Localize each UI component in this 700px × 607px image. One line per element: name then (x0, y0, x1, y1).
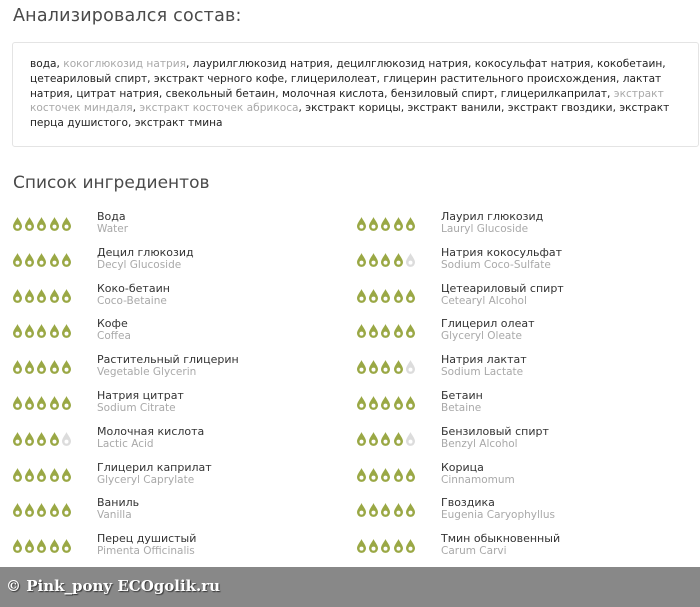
drop-filled-icon (356, 323, 367, 339)
ingredient-name-en: Water (97, 223, 129, 235)
ingredient-name-ru[interactable]: Лаурил глюкозид (441, 210, 544, 223)
drop-filled-icon (380, 395, 391, 411)
ingredient-names (97, 317, 131, 343)
drop-filled-icon (36, 359, 47, 375)
ingredient-name-en: Sodium Citrate (97, 402, 176, 414)
safety-rating (12, 323, 72, 339)
drop-filled-icon (24, 431, 35, 447)
ingredient-names (97, 210, 128, 236)
drop-filled-icon (356, 252, 367, 268)
drop-filled-icon (368, 502, 379, 518)
composition-item: глицерилкаприлат (500, 87, 607, 100)
ingredient-name-en: Carum Carvi (441, 545, 507, 558)
safety-rating (356, 359, 416, 375)
safety-rating (12, 431, 72, 447)
drop-filled-icon (24, 252, 35, 268)
drop-filled-icon (36, 502, 47, 518)
composition-separator: , (400, 102, 408, 115)
ingredient-names (97, 389, 184, 415)
ingredient-name-en: Glyceryl Oleate (441, 330, 522, 343)
safety-rating (356, 538, 416, 554)
drop-filled-icon (393, 216, 404, 232)
drop-empty-icon (405, 359, 416, 375)
drop-filled-icon (393, 502, 404, 518)
composition-item: кокосульфат натрия (474, 58, 591, 70)
composition-item: экстракт тмина (134, 117, 223, 130)
drop-filled-icon (380, 359, 391, 375)
ingredient-name-en: Decyl Glucoside (97, 258, 182, 271)
drop-filled-icon (49, 323, 60, 339)
safety-rating (356, 502, 416, 518)
drop-filled-icon (61, 538, 72, 554)
safety-rating (356, 431, 416, 447)
watermark-bar (0, 567, 700, 607)
drop-filled-icon (393, 395, 404, 411)
ingredient-name-en: Pimenta Officinalis (97, 545, 195, 558)
composition-item: экстракт корицы (305, 102, 401, 115)
drop-filled-icon (393, 288, 404, 304)
drop-filled-icon (380, 216, 391, 232)
composition-separator: , (132, 102, 140, 115)
drop-filled-icon (393, 538, 404, 554)
composition-separator: , (384, 87, 391, 100)
drop-filled-icon (368, 323, 379, 339)
ingredient-name-ru[interactable]: Коко-бетаин (97, 281, 170, 295)
drop-filled-icon (36, 323, 47, 339)
ingredient-names (441, 532, 560, 558)
ingredient-name-ru[interactable]: Глицерил каприлат (97, 460, 212, 474)
drop-filled-icon (61, 502, 72, 518)
composition-separator: , (612, 102, 620, 115)
ingredient-name-ru[interactable]: Гвоздика (441, 496, 495, 510)
composition-item: экстракт гвоздики (507, 102, 613, 115)
ingredient-name-ru[interactable]: Натрия цитрат (97, 389, 184, 402)
ingredient-names (441, 425, 549, 451)
composition-item: кокоглюкозид натрия (63, 58, 186, 70)
ingredient-names (97, 496, 139, 522)
ingredient-names (441, 353, 527, 379)
drop-filled-icon (393, 467, 404, 483)
drop-filled-icon (380, 288, 391, 304)
composition-item: кокобетаин (597, 58, 663, 70)
composition-item: децилглюкозид натрия (336, 58, 468, 70)
safety-rating (12, 288, 72, 304)
drop-filled-icon (36, 288, 47, 304)
ingredient-name-ru[interactable]: Натрия кокосульфат (441, 245, 563, 259)
ingredient-name-en: Lauryl Glucoside (441, 223, 529, 235)
ingredient-name-en: Sodium Lactate (441, 366, 524, 379)
drop-filled-icon (61, 323, 72, 339)
composition-separator: , (590, 58, 597, 70)
ingredient-name-ru[interactable]: Натрия лактат (441, 353, 527, 367)
composition-item: цитрат натрия (76, 87, 159, 100)
composition-item: цетеариловый спирт (30, 72, 148, 85)
composition-separator: , (158, 87, 166, 100)
drop-empty-icon (61, 431, 72, 447)
drop-filled-icon (356, 538, 367, 554)
composition-separator: , (662, 58, 666, 70)
ingredient-names (97, 425, 204, 451)
drop-filled-icon (12, 502, 23, 518)
safety-rating (356, 467, 416, 483)
ingredient-name-en: Lactic Acid (97, 437, 154, 450)
ingredient-name-ru[interactable]: Тмин обыкновенный (441, 532, 561, 546)
drop-filled-icon (36, 538, 47, 554)
drop-filled-icon (12, 323, 23, 339)
watermark-text: © Pink_pony ECOgolik.ru (6, 577, 221, 595)
drop-filled-icon (24, 323, 35, 339)
drop-empty-icon (405, 431, 416, 447)
drop-filled-icon (393, 323, 404, 339)
ingredient-names (97, 246, 194, 272)
drop-filled-icon (61, 395, 72, 411)
drop-filled-icon (12, 467, 23, 483)
drop-filled-icon (393, 252, 404, 268)
composition-item: экстракт перца душистого (30, 102, 670, 130)
drop-filled-icon (368, 431, 379, 447)
drop-filled-icon (24, 395, 35, 411)
composition-separator: , (147, 72, 154, 85)
drop-filled-icon (24, 467, 35, 483)
safety-rating (356, 323, 416, 339)
safety-rating (12, 502, 72, 518)
composition-item: свекольный бетаин (165, 87, 276, 100)
safety-rating (356, 288, 416, 304)
ingredient-names (97, 282, 170, 308)
composition-item: лаурилглюкозид натрия (192, 58, 330, 70)
drop-filled-icon (405, 467, 416, 483)
drop-filled-icon (49, 502, 60, 518)
drop-filled-icon (24, 502, 35, 518)
ingredients-title: Список ингредиентов (13, 173, 210, 193)
ingredient-names (97, 461, 212, 487)
drop-filled-icon (12, 431, 23, 447)
drop-filled-icon (368, 216, 379, 232)
safety-rating (356, 216, 416, 232)
drop-filled-icon (24, 359, 35, 375)
ingredient-names (441, 210, 543, 236)
ingredient-name-ru[interactable]: Ваниль (97, 496, 140, 510)
drop-filled-icon (380, 431, 391, 447)
ingredient-name-en: Cetearyl Alcohol (441, 294, 527, 307)
composition-item: глицерилолеат (290, 72, 377, 85)
ingredient-name-ru[interactable]: Молочная кислота (97, 424, 205, 438)
drop-filled-icon (380, 323, 391, 339)
drop-filled-icon (49, 431, 60, 447)
drop-filled-icon (356, 359, 367, 375)
drop-filled-icon (24, 538, 35, 554)
drop-filled-icon (368, 288, 379, 304)
drop-filled-icon (393, 431, 404, 447)
composition-item: экстракт ванили (407, 102, 502, 115)
composition-item: лактат натрия (30, 72, 662, 100)
drop-filled-icon (61, 467, 72, 483)
safety-rating (356, 395, 416, 411)
ingredient-name-en: Sodium Coco-Sulfate (441, 258, 551, 271)
ingredient-name-ru[interactable]: Бетаин (441, 389, 483, 402)
safety-rating (12, 395, 72, 411)
composition-item: молочная кислота (281, 87, 385, 100)
composition-separator: , (275, 87, 282, 100)
drop-filled-icon (49, 467, 60, 483)
drop-filled-icon (36, 431, 47, 447)
composition-item: глицерин растительного происхождения (383, 72, 616, 85)
drop-filled-icon (356, 288, 367, 304)
composition-separator: , (69, 87, 77, 100)
drop-empty-icon (405, 252, 416, 268)
ingredient-names (441, 389, 483, 415)
composition-separator: , (494, 87, 501, 100)
ingredient-name-en: Eugenia Caryophyllus (441, 509, 555, 522)
ingredient-name-ru[interactable]: Бензиловый спирт (441, 424, 549, 438)
ingredient-name-ru[interactable]: Кофе (97, 317, 128, 331)
drop-filled-icon (405, 538, 416, 554)
drop-filled-icon (393, 359, 404, 375)
analysis-title: Анализировался состав: (13, 6, 242, 26)
drop-filled-icon (368, 538, 379, 554)
drop-filled-icon (368, 359, 379, 375)
composition-separator: , (615, 72, 623, 85)
composition-separator: , (501, 102, 508, 115)
composition-separator: , (467, 58, 475, 70)
drop-filled-icon (380, 252, 391, 268)
ingredient-name-en: Vegetable Glycerin (97, 366, 197, 379)
drop-filled-icon (380, 538, 391, 554)
drop-filled-icon (24, 216, 35, 232)
composition-item: экстракт косточек абрикоса (139, 102, 299, 115)
safety-rating (356, 252, 416, 268)
composition-item: экстракт черного кофе (153, 72, 285, 85)
drop-filled-icon (12, 252, 23, 268)
ingredient-name-ru[interactable]: Глицерил олеат (441, 317, 535, 331)
safety-rating (12, 538, 72, 554)
ingredient-name-en: Cinnamomum (441, 473, 515, 486)
safety-rating (12, 359, 72, 375)
ingredient-name-ru[interactable]: Цетеариловый спирт (441, 281, 564, 295)
safety-rating (12, 467, 72, 483)
ingredient-name-ru[interactable]: Растительный глицерин (97, 353, 239, 367)
ingredient-names (441, 282, 564, 308)
ingredient-name-en: Betaine (441, 402, 482, 414)
drop-filled-icon (61, 359, 72, 375)
drop-filled-icon (405, 395, 416, 411)
ingredient-name-ru[interactable]: Децил глюкозид (97, 245, 194, 259)
drop-filled-icon (356, 502, 367, 518)
ingredient-names (441, 461, 515, 487)
drop-filled-icon (356, 431, 367, 447)
drop-filled-icon (49, 395, 60, 411)
composition-separator: , (127, 117, 135, 130)
drop-filled-icon (36, 252, 47, 268)
drop-filled-icon (12, 538, 23, 554)
ingredient-names (97, 532, 196, 558)
drop-filled-icon (36, 467, 47, 483)
composition-separator: , (298, 102, 306, 115)
ingredient-names (441, 317, 534, 343)
drop-filled-icon (61, 252, 72, 268)
composition-separator: , (376, 72, 384, 85)
safety-rating (12, 252, 72, 268)
drop-filled-icon (405, 288, 416, 304)
drop-filled-icon (36, 395, 47, 411)
ingredient-names (441, 246, 562, 272)
ingredient-name-en: Vanilla (97, 509, 132, 522)
composition-separator: , (56, 58, 64, 70)
drop-filled-icon (380, 467, 391, 483)
drop-filled-icon (356, 395, 367, 411)
drop-filled-icon (405, 323, 416, 339)
drop-filled-icon (49, 538, 60, 554)
drop-filled-icon (405, 216, 416, 232)
ingredient-name-ru[interactable]: Корица (441, 460, 484, 474)
composition-text (30, 57, 688, 131)
drop-filled-icon (380, 502, 391, 518)
drop-filled-icon (12, 395, 23, 411)
ingredient-names (97, 353, 239, 379)
ingredient-names (441, 496, 555, 522)
drop-filled-icon (24, 288, 35, 304)
drop-filled-icon (405, 502, 416, 518)
composition-item: вода (30, 58, 57, 70)
drop-filled-icon (36, 216, 47, 232)
ingredient-name-en: Glyceryl Caprylate (97, 473, 195, 486)
drop-filled-icon (368, 467, 379, 483)
ingredient-name-ru[interactable]: Вода (97, 210, 126, 223)
composition-item: бензиловый спирт (390, 87, 495, 100)
drop-filled-icon (61, 216, 72, 232)
drop-filled-icon (49, 359, 60, 375)
drop-filled-icon (356, 216, 367, 232)
composition-box (12, 42, 699, 147)
ingredient-name-en: Coffea (97, 330, 131, 343)
ingredient-name-ru[interactable]: Перец душистый (97, 532, 197, 546)
drop-filled-icon (12, 288, 23, 304)
drop-filled-icon (61, 288, 72, 304)
drop-filled-icon (49, 252, 60, 268)
safety-rating (12, 216, 72, 232)
drop-filled-icon (368, 252, 379, 268)
ingredient-name-en: Benzyl Alcohol (441, 437, 518, 450)
ingredient-name-en: Coco-Betaine (97, 294, 167, 307)
drop-filled-icon (356, 467, 367, 483)
composition-separator: , (329, 58, 337, 70)
composition-separator: , (607, 87, 614, 100)
drop-filled-icon (368, 395, 379, 411)
composition-item: экстракт косточек миндаля (30, 87, 664, 115)
drop-filled-icon (12, 216, 23, 232)
composition-separator: , (284, 72, 291, 85)
drop-filled-icon (49, 216, 60, 232)
composition-separator: , (185, 58, 193, 70)
drop-filled-icon (49, 288, 60, 304)
drop-filled-icon (12, 359, 23, 375)
